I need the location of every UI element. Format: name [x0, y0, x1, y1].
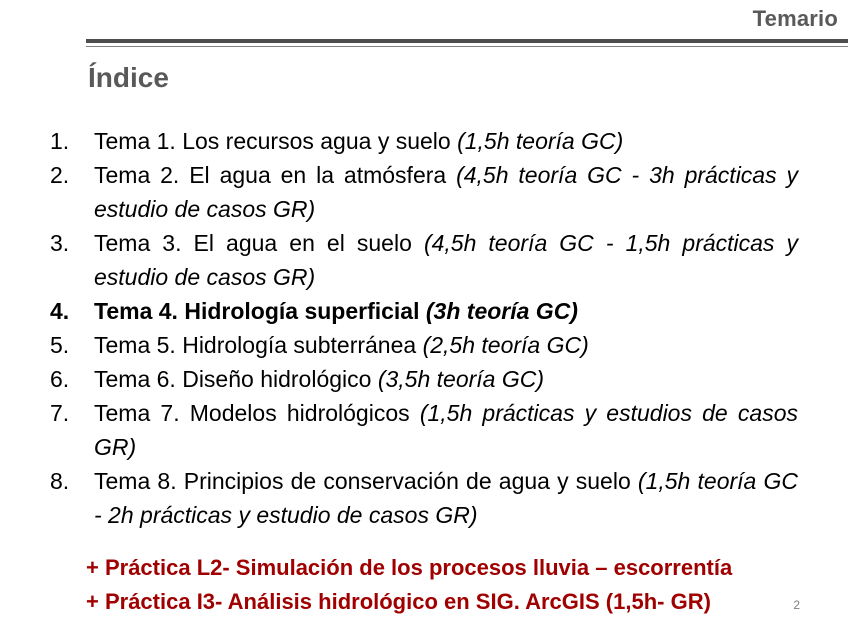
topic-title: Tema 7. Modelos hidrológicos [94, 400, 420, 426]
topic-text [94, 158, 798, 226]
topic-list [50, 124, 798, 532]
topic-title: Tema 4. Hidrología superficial [94, 298, 426, 324]
topic-hours: (4,5h teoría GC - 3h prácticas y estudio de casos GR) [94, 162, 798, 222]
topic-title: Tema 6. Diseño hidrológico [94, 366, 378, 392]
index-title: Índice [88, 62, 169, 93]
page-number: 2 [793, 598, 800, 612]
topic-item-2 [50, 158, 798, 226]
practices-block [86, 551, 732, 619]
topic-hours: (1,5h teoría GC) [457, 128, 624, 154]
topic-text [94, 124, 798, 158]
topic-number: 6. [50, 366, 70, 392]
topic-hours: (1,5h prácticas y estudios de casos GR) [94, 400, 798, 460]
topic-hours: (1,5h teoría GC - 2h prácticas y estudio de casos GR) [94, 468, 798, 528]
topic-title: Tema 5. Hidrología subterránea [94, 332, 423, 358]
topic-title: Tema 1. Los recursos agua y suelo [94, 128, 458, 154]
topic-text [94, 362, 798, 396]
topic-item-6 [50, 362, 798, 396]
topic-text [94, 328, 798, 362]
topic-hours: (2,5h teoría GC) [422, 332, 589, 358]
topic-title: Tema 2. El agua en la atmósfera [94, 162, 457, 188]
topic-text [94, 464, 798, 532]
topic-number: 3. [50, 230, 70, 256]
topic-hours: (4,5h teoría GC - 1,5h prácticas y estudio de casos GR) [94, 230, 798, 290]
topic-text [94, 226, 798, 294]
topic-item-1 [50, 124, 798, 158]
topic-item-8 [50, 464, 798, 532]
topic-number: 8. [50, 468, 70, 494]
topic-text [94, 396, 798, 464]
topic-item-5 [50, 328, 798, 362]
topic-number: 2. [50, 162, 70, 188]
topic-item-4 [50, 294, 798, 328]
header-title: Temario [752, 6, 838, 31]
header-rule-thin [86, 46, 848, 47]
topic-item-7 [50, 396, 798, 464]
practice-item-i3: + Práctica I3- Análisis hidrológico en SIG. ArcGIS (1,5h- GR) [86, 589, 711, 614]
topic-hours: (3,5h teoría GC) [377, 366, 545, 392]
topic-number: 5. [50, 332, 70, 358]
practice-item-l2: + Práctica L2- Simulación de los procesos lluvia – escorrentía [86, 555, 733, 580]
topic-hours: (3h teoría GC) [425, 298, 578, 324]
topic-item-3 [50, 226, 798, 294]
topic-number: 4. [50, 298, 70, 324]
topic-number: 7. [50, 400, 70, 426]
topic-title: Tema 8. Principios de conservación de agua y suelo [94, 468, 638, 494]
header-rule-thick [86, 39, 848, 43]
topic-title: Tema 3. El agua en el suelo [94, 230, 424, 256]
topic-text [94, 294, 798, 328]
topic-number: 1. [50, 128, 70, 154]
